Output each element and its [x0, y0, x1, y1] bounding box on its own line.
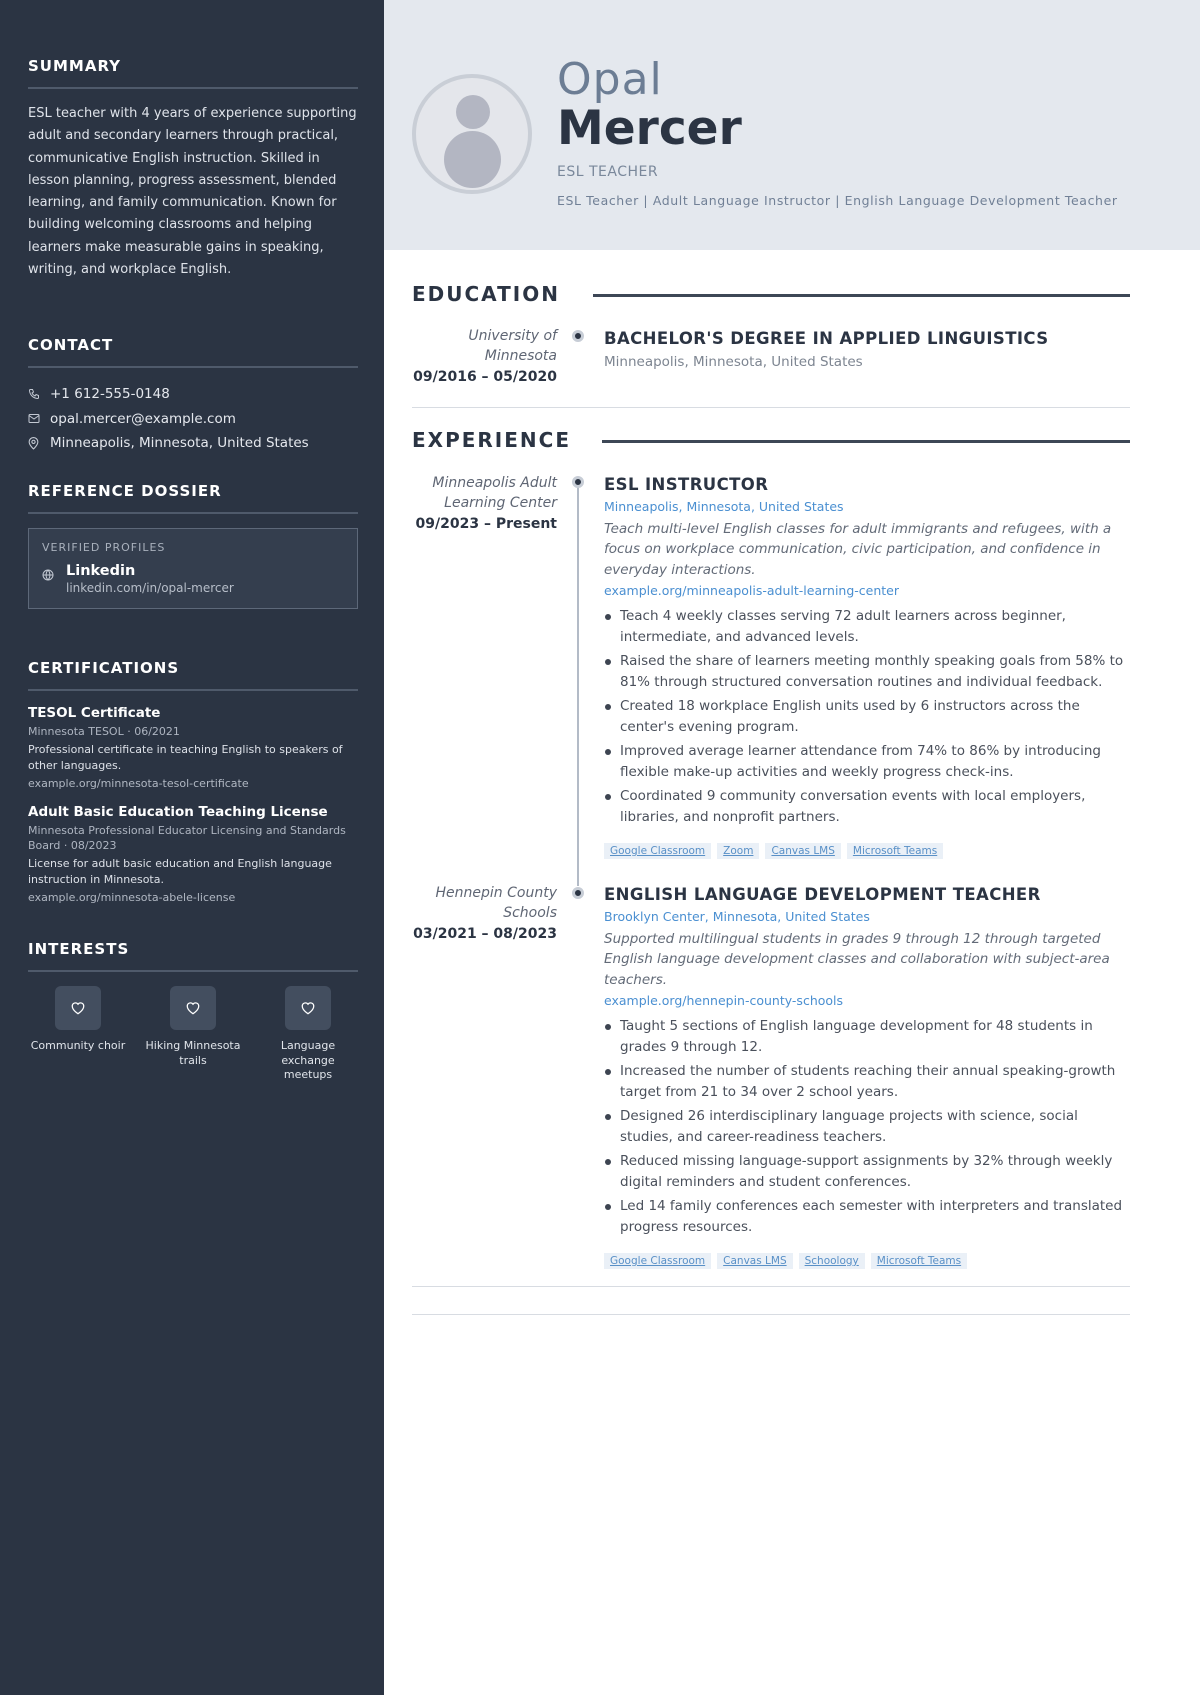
experience-description: Teach multi-level English classes for adult immigrants and refugees, with a focus on workplace communication, civic participation, and confidence in everyday interactions. [604, 521, 1112, 578]
globe-icon [42, 563, 66, 595]
education-left [412, 327, 557, 385]
job-title: ESL TEACHER [557, 164, 659, 180]
summary-section [28, 57, 358, 281]
section-divider [412, 1286, 1130, 1287]
achievement-item: Taught 5 sections of English language development for 48 students in grades 9 through 12. [604, 1016, 1134, 1059]
certification-url[interactable]: example.org/minnesota-abele-license [28, 890, 236, 904]
education-rule [593, 294, 1130, 297]
education-location: Minneapolis, Minnesota, United States [604, 354, 863, 370]
mail-icon [28, 413, 50, 424]
achievement-item: Raised the share of learners meeting monthly speaking goals from 58% to 81% through structured conversation routines and individual feedback. [604, 651, 1134, 694]
avatar [412, 74, 532, 194]
skill-tags [604, 1253, 1134, 1269]
last-name: Mercer [557, 101, 742, 156]
first-name: Opal [557, 54, 663, 105]
profile-url[interactable]: linkedin.com/in/opal-mercer [66, 581, 234, 595]
interest-label: Community choir [30, 1039, 126, 1052]
achievement-item: Improved average learner attendance from 74% to 86% by introducing flexible make-up activities and weekly progress check-ins. [604, 741, 1134, 784]
avatar-body [444, 131, 501, 188]
experience-org: Minneapolis Adult Learning Center [432, 475, 557, 511]
experience-url[interactable]: example.org/hennepin-county-schools [604, 992, 844, 1008]
verified-profiles-box [28, 528, 358, 609]
section-divider [412, 1314, 1130, 1315]
contact-location [28, 431, 358, 456]
certification-item [28, 705, 358, 792]
avatar-head [456, 95, 490, 129]
skill-tag[interactable]: Zoom [717, 843, 759, 859]
contact-heading: CONTACT [28, 336, 358, 368]
achievement-list [604, 1016, 1134, 1239]
certification-item [28, 804, 358, 906]
education-org: University of Minnesota [468, 328, 557, 364]
certifications-heading: CERTIFICATIONS [28, 659, 358, 691]
experience-description: Supported multilingual students in grades 9 through 12 through targeted English language development classes and collaboration with subject-area teachers. [604, 931, 1110, 988]
skill-tag[interactable]: Google Classroom [604, 843, 711, 859]
contact-location-text: Minneapolis, Minnesota, United States [50, 435, 309, 452]
experience-url[interactable]: example.org/minneapolis-adult-learning-center [604, 582, 900, 598]
certification-meta: Minnesota Professional Educator Licensing and Standards Board · 08/2023 [28, 823, 346, 852]
contact-section [28, 336, 358, 456]
heart-icon [170, 986, 216, 1030]
certifications-section [28, 659, 358, 918]
experience-entry [604, 475, 1134, 859]
alternate-titles: ESL Teacher | Adult Language Instructor | English Language Development Teacher [557, 193, 1118, 208]
summary-heading: SUMMARY [28, 57, 358, 89]
achievement-item: Reduced missing language-support assignments by 32% through weekly digital reminders and student conferences. [604, 1151, 1134, 1194]
certification-description: License for adult basic education and English language instruction in Minnesota. [28, 856, 332, 886]
interest-item [258, 986, 358, 1083]
experience-rule [602, 440, 1130, 443]
contact-phone-text: +1 612-555-0148 [50, 386, 170, 403]
phone-icon [28, 388, 50, 400]
linkedin-profile[interactable] [42, 563, 344, 595]
experience-left [412, 474, 557, 532]
contact-email-text: opal.mercer@example.com [50, 410, 236, 427]
education-entry [604, 329, 1134, 370]
skill-tag[interactable]: Google Classroom [604, 1253, 711, 1269]
experience-entry [604, 885, 1134, 1269]
section-divider [412, 407, 1130, 408]
interest-item [143, 986, 243, 1083]
achievement-item: Created 18 workplace English units used by 6 instructors across the center's evening program. [604, 696, 1134, 739]
dossier-section [28, 482, 358, 609]
achievement-item: Led 14 family conferences each semester with interpreters and translated progress resources. [604, 1196, 1134, 1239]
certification-name: TESOL Certificate [28, 705, 161, 721]
interests-list [28, 986, 358, 1083]
certification-url[interactable]: example.org/minnesota-tesol-certificate [28, 776, 249, 790]
certification-description: Professional certificate in teaching English to speakers of other languages. [28, 742, 343, 772]
dossier-heading: REFERENCE DOSSIER [28, 482, 358, 514]
resume-header [384, 0, 1200, 250]
achievement-item: Coordinated 9 community conversation events with local employers, libraries, and nonprofit partners. [604, 786, 1134, 829]
timeline-line [577, 482, 579, 886]
profile-name: Linkedin [66, 563, 136, 579]
timeline-dot [572, 887, 584, 899]
experience-title: ESL INSTRUCTOR [604, 475, 769, 494]
achievement-list [604, 606, 1134, 829]
interests-heading: INTERESTS [28, 940, 358, 972]
sidebar [0, 0, 384, 1695]
experience-title: ENGLISH LANGUAGE DEVELOPMENT TEACHER [604, 885, 1041, 904]
summary-text: ESL teacher with 4 years of experience supporting adult and secondary learners through practical, communicative English instruction. Skilled in lesson planning, progress assessment, blended learning, and family communication. Known for building welcoming classrooms and helping learners make measurable gains in speaking, writing, and workplace English. [28, 106, 357, 278]
skill-tag[interactable]: Microsoft Teams [871, 1253, 967, 1269]
timeline-dot [572, 330, 584, 342]
timeline-dot [572, 476, 584, 488]
experience-heading: EXPERIENCE [412, 428, 571, 452]
certification-meta: Minnesota TESOL · 06/2021 [28, 725, 180, 738]
experience-left [412, 884, 557, 942]
achievement-item: Designed 26 interdisciplinary language projects with science, social studies, and career-readiness teachers. [604, 1106, 1134, 1149]
achievement-item: Teach 4 weekly classes serving 72 adult learners across beginner, intermediate, and advanced levels. [604, 606, 1134, 649]
interests-section [28, 940, 358, 1083]
education-heading: EDUCATION [412, 282, 560, 306]
experience-org: Hennepin County Schools [435, 885, 557, 921]
skill-tags [604, 843, 1134, 859]
verified-profiles-label: VERIFIED PROFILES [42, 541, 166, 554]
skill-tag[interactable]: Canvas LMS [717, 1253, 792, 1269]
experience-location[interactable]: Brooklyn Center, Minnesota, United States [604, 909, 870, 924]
education-dates: 09/2016 – 05/2020 [413, 369, 557, 385]
heart-icon [285, 986, 331, 1030]
experience-dates: 09/2023 – Present [415, 516, 557, 532]
interest-label: Language exchange meetups [280, 1039, 336, 1081]
experience-location[interactable]: Minneapolis, Minnesota, United States [604, 499, 844, 514]
contact-email[interactable] [28, 407, 358, 432]
achievement-item: Increased the number of students reaching their annual speaking-growth target from 21 to 34 over 2 school years. [604, 1061, 1134, 1104]
location-pin-icon [28, 437, 50, 450]
interest-item [28, 986, 128, 1083]
experience-dates: 03/2021 – 08/2023 [413, 926, 557, 942]
education-title: BACHELOR'S DEGREE IN APPLIED LINGUISTICS [604, 329, 1049, 348]
skill-tag[interactable]: Microsoft Teams [847, 843, 943, 859]
skill-tag[interactable]: Schoology [799, 1253, 865, 1269]
certification-name: Adult Basic Education Teaching License [28, 803, 328, 820]
heart-icon [55, 986, 101, 1030]
interest-label: Hiking Minnesota trails [145, 1039, 241, 1067]
contact-phone[interactable] [28, 382, 358, 407]
skill-tag[interactable]: Canvas LMS [765, 843, 840, 859]
